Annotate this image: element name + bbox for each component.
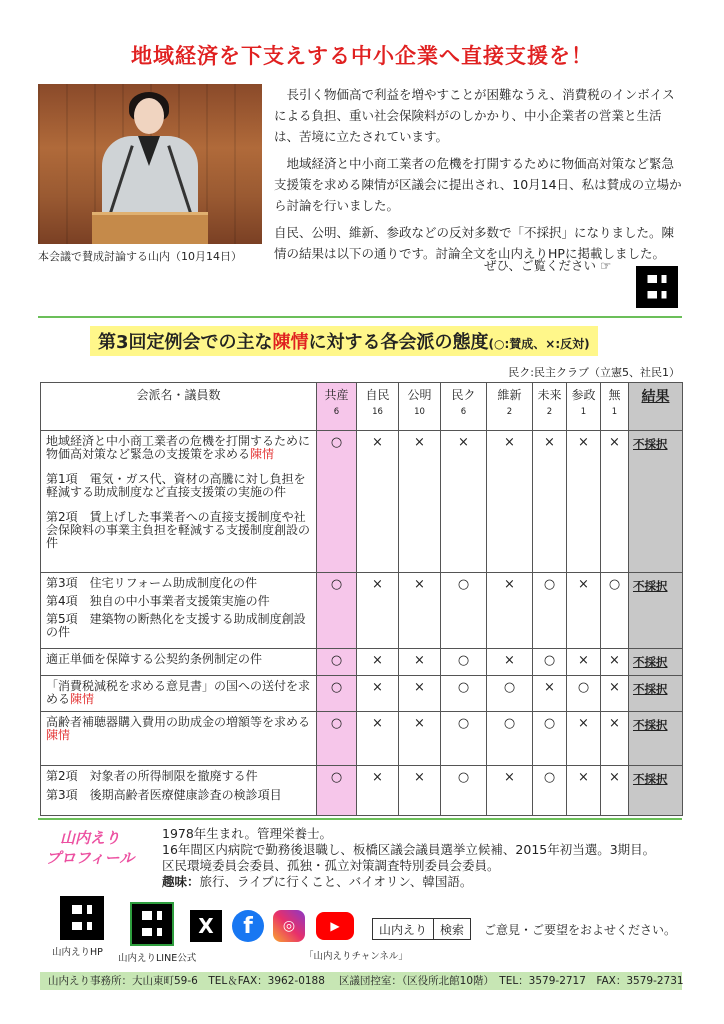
vote-cell: × <box>357 712 399 766</box>
footer-council: 区議団控室：（区役所北館10階） TEL：3579-2717 FAX：3579-2731 <box>338 975 684 987</box>
vote-cell: ○ <box>441 573 487 649</box>
result-cell: 不採択 <box>629 712 683 766</box>
vote-table <box>40 382 683 816</box>
vote-cell: × <box>567 431 601 573</box>
intro-tail: ぜひ、ご覧ください ☞ <box>484 258 612 273</box>
vote-cell: ○ <box>601 573 629 649</box>
vote-cell: × <box>601 766 629 816</box>
vote-cell: ○ <box>533 712 567 766</box>
vote-cell: × <box>399 766 441 816</box>
vote-cell: × <box>357 649 399 676</box>
search-text[interactable]: 山内えり <box>373 919 434 939</box>
section-title-red: 陳情 <box>272 332 309 353</box>
divider-top <box>38 316 682 318</box>
vote-cell: ○ <box>567 676 601 712</box>
vote-cell: ○ <box>317 431 357 573</box>
table-row <box>41 712 683 766</box>
vote-cell: × <box>601 712 629 766</box>
speech-photo <box>38 84 262 244</box>
party-header: 自民 16 <box>357 383 399 431</box>
party-header: 未来 2 <box>533 383 567 431</box>
x-icon[interactable]: X <box>190 910 222 942</box>
section-title-part: 第3回定例会での主な <box>98 332 273 353</box>
party-note: 民ク:民主クラブ（立憲5、社民1） <box>508 366 680 379</box>
result-cell: 不採択 <box>629 676 683 712</box>
petition-item: 高齢者補聴器購入費用の助成金の増額等を求める陳情 <box>41 712 317 766</box>
facebook-icon[interactable]: f <box>232 910 264 942</box>
vote-cell: × <box>399 649 441 676</box>
result-header: 結果 <box>629 383 683 431</box>
intro-paragraph-3: 自民、公明、維新、参政などの反対多数で「不採択」になりました。陳情の結果は以下の通りです。討論全文を山内えりHPに掲載しました。 <box>274 225 675 261</box>
vote-cell: × <box>601 676 629 712</box>
section-title-note: (○:賛成、×:反対) <box>488 337 590 351</box>
intro-paragraph-1: 長引く物価高で利益を増やすことが困難なうえ、消費税のインボイスによる負担、重い社会保険料がのしかかり、中小企業者の営業と生活は、苦境に立たされています。 <box>274 87 675 144</box>
footer-bar <box>40 972 682 990</box>
instagram-icon[interactable]: ◎ <box>273 910 305 942</box>
result-cell: 不採択 <box>629 766 683 816</box>
vote-cell: × <box>487 649 533 676</box>
vote-cell: × <box>533 676 567 712</box>
search-button[interactable]: 検索 <box>434 919 470 939</box>
vote-cell: × <box>399 431 441 573</box>
vote-cell: ○ <box>487 676 533 712</box>
vote-cell: × <box>567 766 601 816</box>
youtube-caption: 「山内えりチャンネル」 <box>304 951 408 962</box>
profile-line: 1978年生まれ。管理栄養士。 <box>162 826 333 841</box>
vote-cell: ○ <box>487 712 533 766</box>
result-cell: 不採択 <box>629 649 683 676</box>
vote-cell: × <box>399 676 441 712</box>
vote-cell: × <box>441 431 487 573</box>
vote-cell: × <box>487 573 533 649</box>
vote-cell: ○ <box>317 649 357 676</box>
vote-cell: × <box>487 766 533 816</box>
result-cell: 不採択 <box>629 573 683 649</box>
headline: 地域経済を下支えする中小企業へ直接支援を！ <box>131 44 593 68</box>
line-qr-code[interactable] <box>130 902 174 946</box>
vote-cell: ○ <box>317 676 357 712</box>
petition-item: 第2項 対象者の所得制限を撤廃する件 第3項 後期高齢者医療健康診査の検診項目 <box>41 766 317 816</box>
vote-cell: × <box>357 431 399 573</box>
vote-cell: × <box>601 431 629 573</box>
vote-cell: ○ <box>317 766 357 816</box>
vote-cell: ○ <box>441 766 487 816</box>
vote-cell: × <box>399 573 441 649</box>
vote-cell: × <box>399 712 441 766</box>
table-row <box>41 649 683 676</box>
vote-cell: × <box>357 766 399 816</box>
vote-cell: ○ <box>441 676 487 712</box>
profile-text <box>162 826 682 890</box>
section-title-part: に対する各会派の態度 <box>308 332 489 353</box>
profile-label-text: プロフィール <box>45 849 135 867</box>
vote-cell: × <box>487 431 533 573</box>
table-row <box>41 676 683 712</box>
petition-item: 第3項 住宅リフォーム助成制度化の件 第4項 独自の中小事業者支援策実施の件 第5項 建築物の断熱化を支援する助成制度創設の件 <box>41 573 317 649</box>
profile-label-name: 山内えり <box>59 829 120 847</box>
party-header: 共産 6 <box>317 383 357 431</box>
profile-line: 区民環境委員会委員、孤独・孤立対策調査特別委員会委員。 <box>162 858 500 873</box>
vote-cell: ○ <box>533 766 567 816</box>
intro-text <box>274 84 682 273</box>
party-header: 維新 2 <box>487 383 533 431</box>
vote-cell: × <box>567 712 601 766</box>
hp-caption: 山内えりHP <box>52 947 103 958</box>
youtube-icon[interactable]: ▶ <box>316 912 354 940</box>
vote-cell: ○ <box>441 649 487 676</box>
vote-cell: × <box>567 649 601 676</box>
profile-line: 16年間区内病院で勤務後退職し、板橋区議会議員選挙立候補、2015年初当選。3期目。 <box>162 842 656 857</box>
petition-item: 適正単価を保障する公契約条例制定の件 <box>41 649 317 676</box>
vote-cell: ○ <box>441 712 487 766</box>
search-box[interactable] <box>372 918 471 940</box>
party-header: 参政 1 <box>567 383 601 431</box>
photo-caption: 本会議で賛成討論する山内（10月14日） <box>38 250 242 263</box>
vote-cell: × <box>357 676 399 712</box>
vote-cell: × <box>533 431 567 573</box>
vote-cell: ○ <box>533 649 567 676</box>
section-title <box>90 326 598 356</box>
petition-item: 「消費税減税を求める意見書」の国への送付を求める陳情 <box>41 676 317 712</box>
line-caption: 山内えりLINE公式 <box>118 953 197 964</box>
opinion-text: ご意見・ご要望をおよせください。 <box>484 923 677 937</box>
table-row <box>41 766 683 816</box>
party-header: 民ク 6 <box>441 383 487 431</box>
vote-cell: × <box>357 573 399 649</box>
hp-qr-code[interactable] <box>60 896 104 940</box>
petition-item: 地域経済と中小商工業者の危機を打開するために物価高対策など緊急の支援策を求める陳情 第1項 電気・ガス代、資材の高騰に対し負担を軽減する助成制度など直接支援策の実施の件 第2項 賃上げした事業者への直接支援制度や社会保険料の事業主負担を軽減する支援制度創設の件 <box>41 431 317 573</box>
vote-cell: ○ <box>317 573 357 649</box>
header-label: 会派名・議員数 <box>41 383 317 431</box>
divider-bottom <box>38 818 682 820</box>
sns-row <box>0 890 724 970</box>
profile-hobby: 趣味：旅行、ライブに行くこと、バイオリン、韓国語。 <box>162 874 473 889</box>
vote-cell: ○ <box>317 712 357 766</box>
table-row <box>41 431 683 573</box>
party-header: 公明 10 <box>399 383 441 431</box>
vote-cell: × <box>567 573 601 649</box>
party-header: 無 1 <box>601 383 629 431</box>
hp-qr-code[interactable] <box>636 266 678 308</box>
table-row <box>41 573 683 649</box>
profile-label <box>40 828 140 868</box>
vote-cell: × <box>601 649 629 676</box>
intro-paragraph-2: 地域経済と中小商工業者の危機を打開するために物価高対策など緊急支援策を求める陳情が区議会に提出され、10月14日、私は賛成の立場から討論を行いました。 <box>274 156 682 213</box>
result-cell: 不採択 <box>629 431 683 573</box>
vote-cell: ○ <box>533 573 567 649</box>
footer-office: 山内えり事務所：大山東町59-6 TEL＆FAX：3962-0188 <box>48 975 325 987</box>
